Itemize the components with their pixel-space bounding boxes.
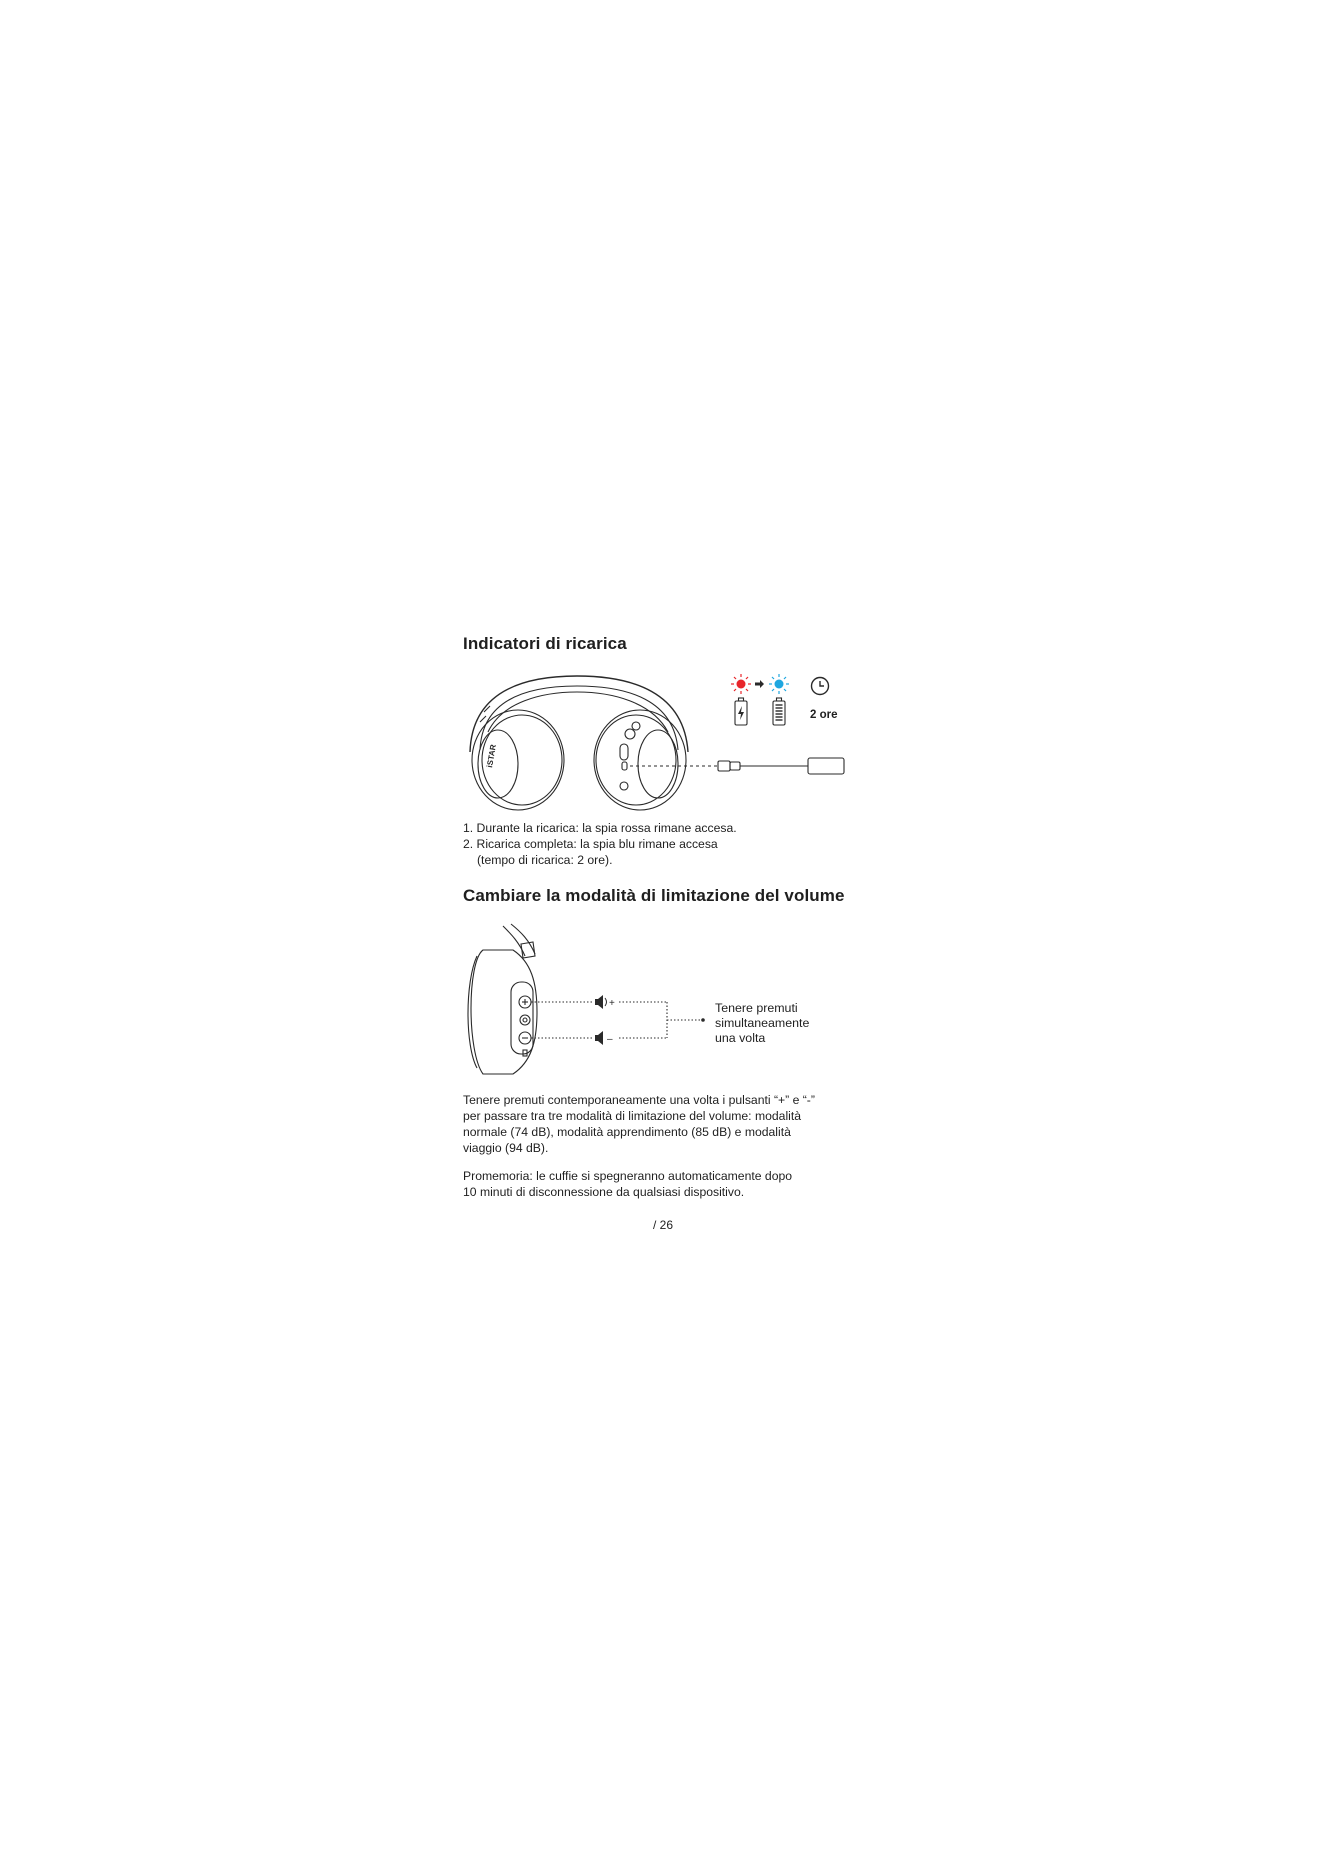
hold-note-line-2: simultaneamente — [715, 1016, 810, 1030]
hold-note-line-1: Tenere premuti — [715, 1001, 798, 1015]
volume-down-icon — [595, 1031, 603, 1045]
battery-charging-icon — [735, 698, 747, 725]
volume-limit-illustration — [463, 922, 863, 1082]
hold-note-line-3: una volta — [715, 1031, 766, 1045]
description-line-2: per passare tra tre modalità di limitazione del volume: modalità — [463, 1109, 802, 1123]
volume-up-icon — [595, 995, 607, 1009]
page-number: / 26 — [653, 1218, 674, 1232]
plus-button-icon — [519, 996, 531, 1008]
charging-steps — [463, 820, 737, 868]
minus-sign: – — [607, 1034, 613, 1045]
reminder-line-1: Promemoria: le cuffie si spegneranno automaticamente dopo — [463, 1169, 793, 1183]
section-title-charging: Indicatori di ricarica — [463, 634, 627, 653]
reminder-line-2: 10 minuti di disconnessione da qualsiasi dispositivo. — [463, 1185, 745, 1199]
volume-limit-description — [463, 1092, 863, 1156]
red-led-icon — [731, 674, 751, 694]
blue-led-icon — [769, 674, 789, 694]
headband — [470, 676, 688, 752]
step-2: 2. Ricarica completa: la spia blu rimane accesa — [463, 837, 718, 851]
plus-sign: + — [609, 998, 615, 1009]
description-line-3: normale (74 dB), modalità apprendimento (85 dB) e modalità — [463, 1125, 791, 1139]
minus-button-icon — [519, 1032, 531, 1044]
step-1: 1. Durante la ricarica: la spia rossa rimane accesa. — [463, 821, 737, 835]
charging-illustration — [462, 672, 862, 812]
charge-time-label: 2 ore — [810, 709, 838, 721]
description-line-1: Tenere premuti contemporaneamente una volta i pulsanti “+” e “-” — [463, 1093, 815, 1107]
power-button-icon — [520, 1015, 530, 1025]
description-line-4: viaggio (94 dB). — [463, 1141, 549, 1155]
right-ear-cup — [594, 710, 686, 810]
battery-full-icon — [773, 698, 785, 725]
section-title-volume-limit: Cambiare la modalità di limitazione del volume — [463, 886, 845, 905]
clock-icon — [812, 678, 829, 695]
usb-c-cable-icon — [718, 758, 844, 774]
reminder-paragraph — [463, 1168, 863, 1200]
brand-mark: iSTAR — [485, 743, 499, 769]
step-2-note: (tempo di ricarica: 2 ore). — [477, 853, 613, 867]
arrow-right-icon — [755, 680, 764, 688]
